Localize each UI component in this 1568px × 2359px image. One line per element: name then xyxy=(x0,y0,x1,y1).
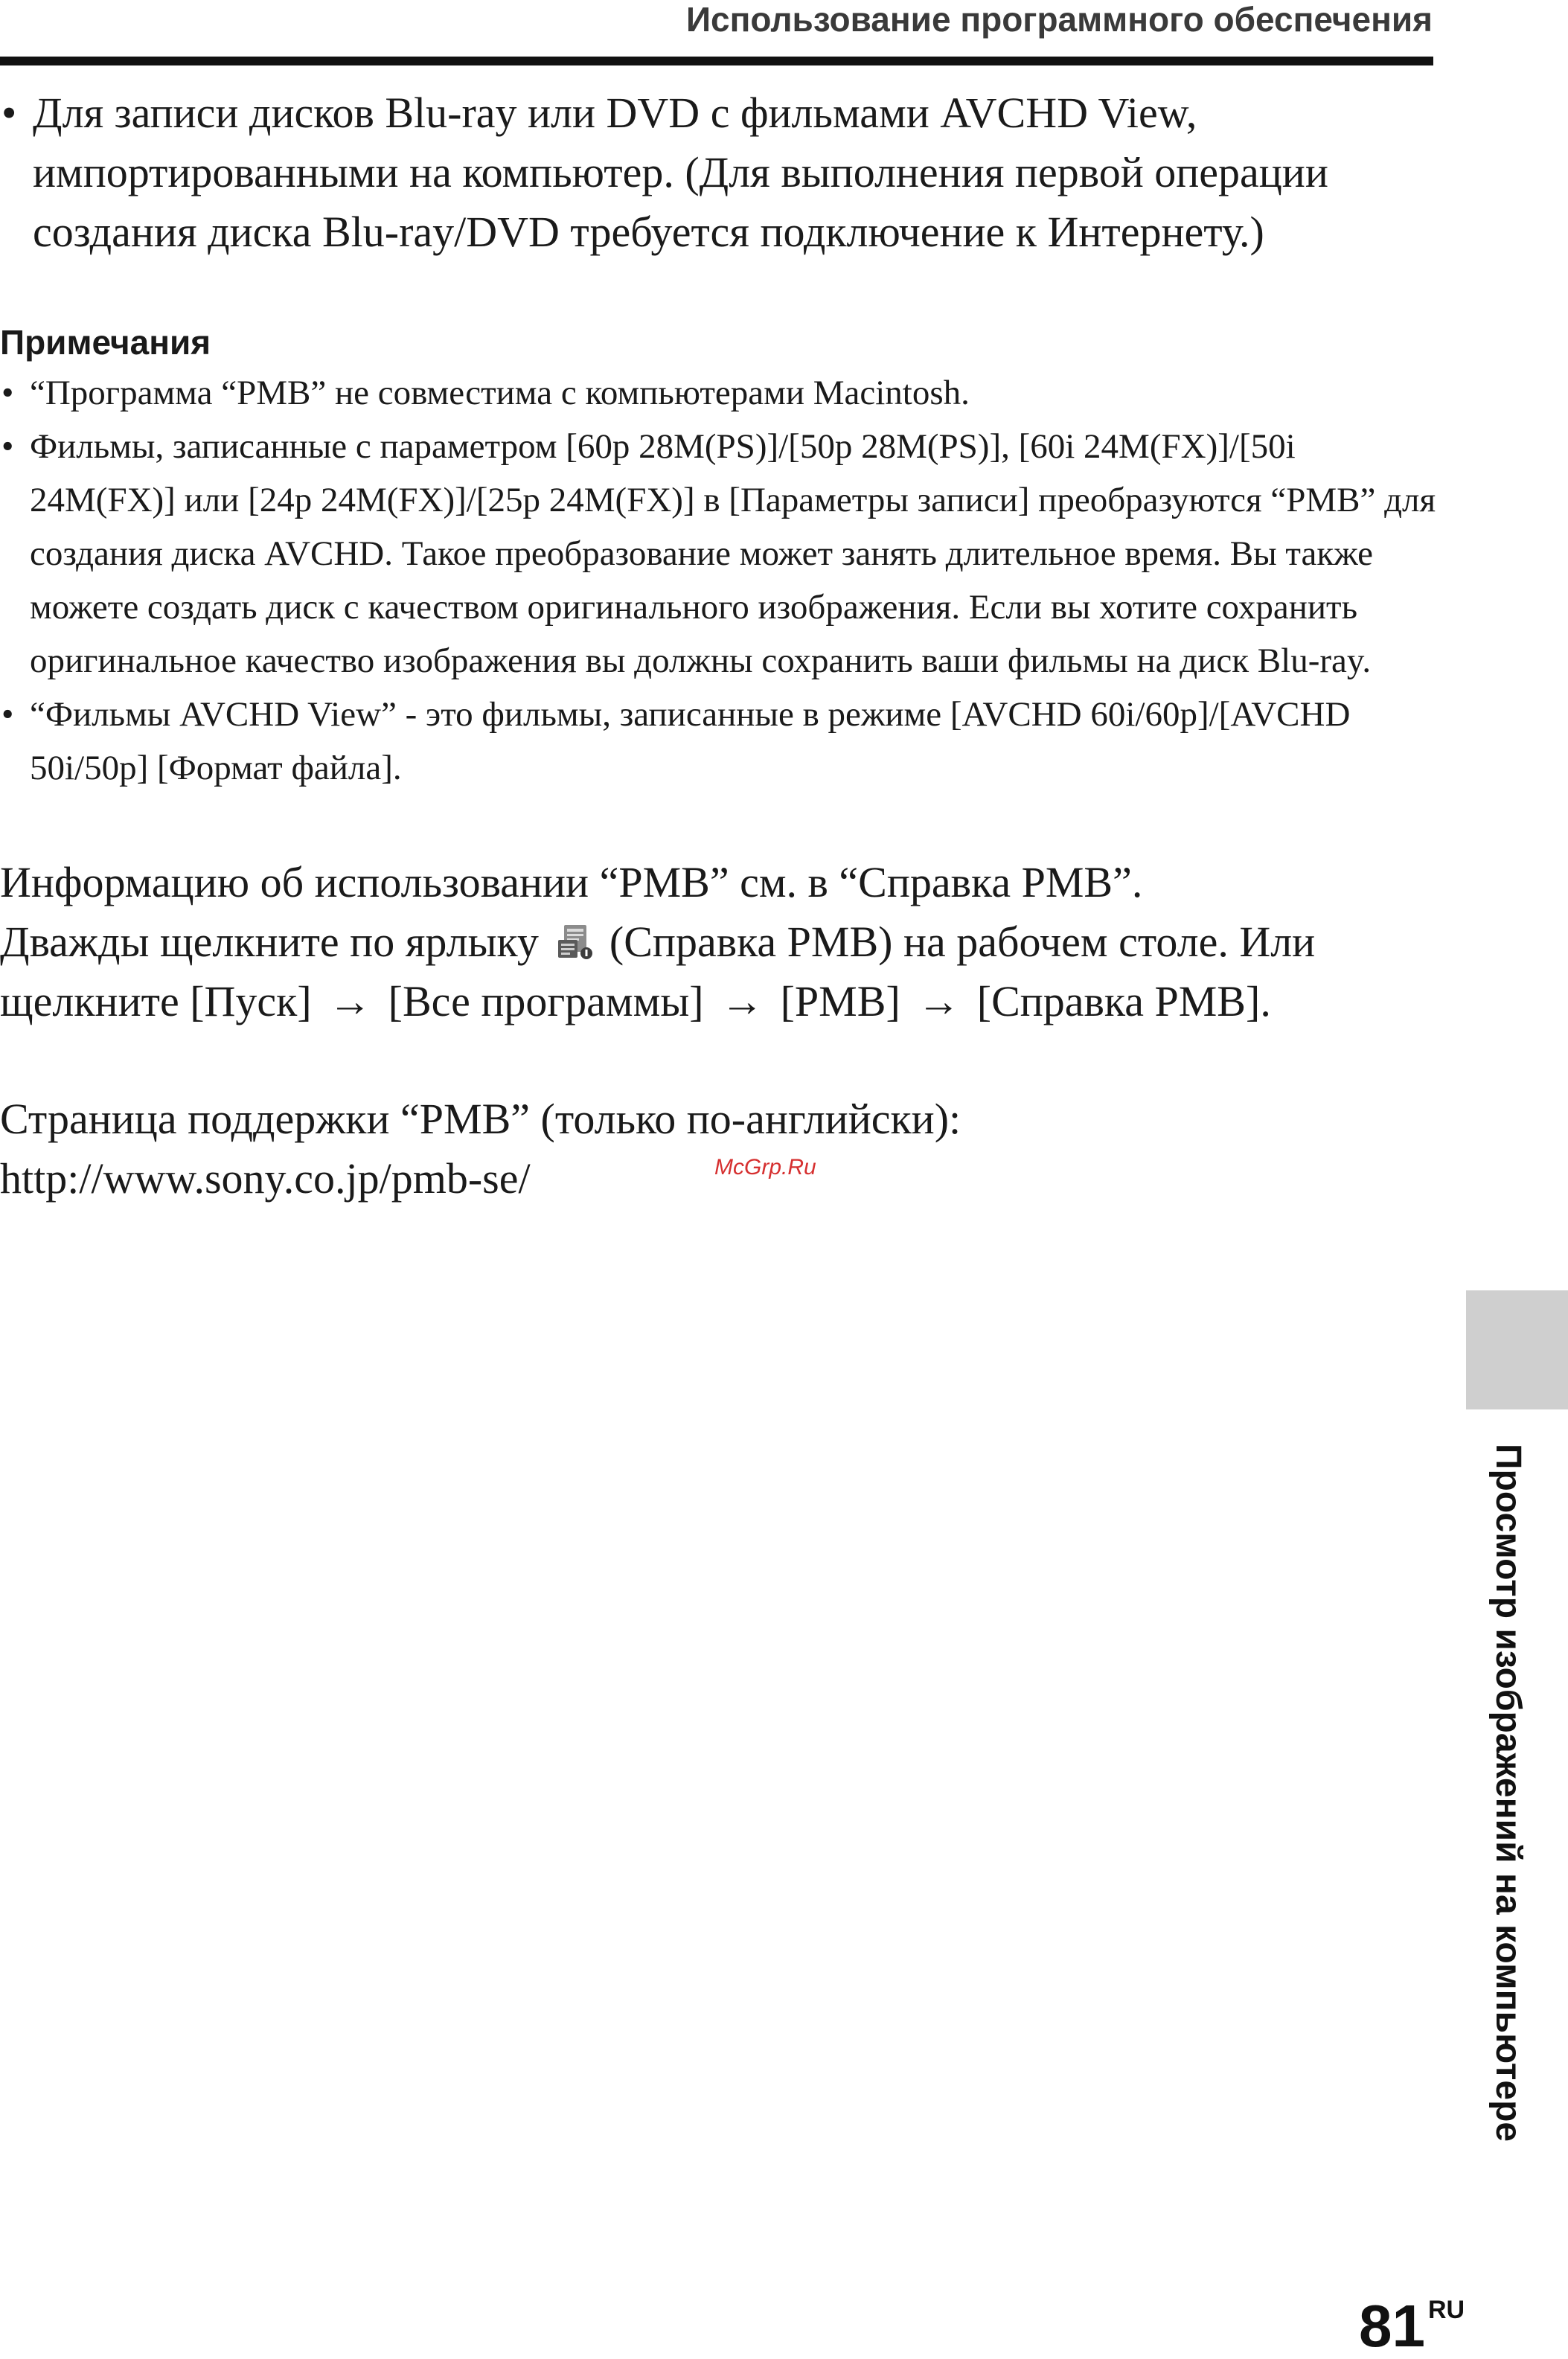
bullet-dot: • xyxy=(1,374,14,412)
double-click-text: Дважды щелкните по ярлыку xyxy=(0,918,539,966)
intro-bullet-text: Для записи дисков Blu-ray или DVD с фильмами AVCHD View, импортированными на компьютер. (Для выполнения первой операции создания диска Blu-ray/DVD требуется подключение к Интернету.) xyxy=(33,89,1328,256)
page-number-value: 81 xyxy=(1359,2293,1425,2359)
pmb-menu-label: [PMB] xyxy=(780,977,900,1025)
after-icon-text: (Справка PMB) на рабочем столе. Или щелкните xyxy=(0,918,1316,1025)
side-tab-marker xyxy=(1466,1290,1568,1409)
help-sentence-1: Информацию об использовании “PMB” см. в “Справка PMB”. xyxy=(0,858,1143,906)
arrow-icon: → xyxy=(917,977,961,1025)
bullet-dot: • xyxy=(1,695,14,734)
pmb-help-label: [Справка PMB] xyxy=(976,977,1261,1025)
support-label: Страница поддержки “PMB” (только по-английски): xyxy=(0,1095,961,1143)
notes-title: Примечания xyxy=(0,323,211,362)
side-section-text: Просмотр изображений на компьютере xyxy=(1488,1444,1528,2142)
support-paragraph xyxy=(0,1089,1436,1209)
arrow-icon: → xyxy=(720,977,764,1025)
all-programs-label: [Все программы] xyxy=(388,977,704,1025)
page-number xyxy=(1359,2279,1465,2358)
help-paragraph xyxy=(0,853,1436,1031)
watermark: McGrp.Ru xyxy=(714,1155,816,1180)
arrow-icon: → xyxy=(328,977,372,1025)
side-section-label xyxy=(1471,1444,1545,2277)
notes-list xyxy=(0,366,1436,795)
note-item xyxy=(0,366,1436,420)
page-language-code: RU xyxy=(1427,2296,1465,2324)
bullet-dot: • xyxy=(1,89,17,137)
page-content xyxy=(0,83,1436,1209)
page-header-title: Использование программного обеспечения xyxy=(685,0,1433,39)
note-item-text: Фильмы, записанные с параметром [60p 28M(PS)]/[50p 28M(PS)], [60i 24M(FX)]/[50i 24M(FX)] или [24p 24M(FX)]/[25p 24M(FX)] в [Параметры записи] преобразуются “PMB” для создания диска AVCHD. Такое преобразование может занять длительное время. Вы также можете создать диск с качеством оригинального изображения. Если вы хотите сохранить оригинальное качество изображения вы должны сохранить ваши фильмы на диск Blu-ray. xyxy=(30,427,1436,680)
note-item-text: “Фильмы AVCHD View” - это фильмы, записанные в режиме [AVCHD 60i/60p]/[AVCHD 50i/50p] [Формат файла]. xyxy=(30,695,1351,787)
header-rule xyxy=(0,57,1433,65)
end-period: . xyxy=(1260,977,1271,1025)
bullet-dot: • xyxy=(1,427,14,466)
note-item-text: “Программа “PMB” не совместима с компьютерами Macintosh. xyxy=(30,374,970,412)
note-item xyxy=(0,688,1436,795)
note-item xyxy=(0,420,1436,688)
pmb-help-icon xyxy=(554,922,594,962)
intro-bullet xyxy=(0,83,1436,262)
support-url-link[interactable]: http://www.sony.co.jp/pmb-se/ xyxy=(0,1154,531,1203)
start-menu-label: [Пуск] xyxy=(190,977,312,1025)
